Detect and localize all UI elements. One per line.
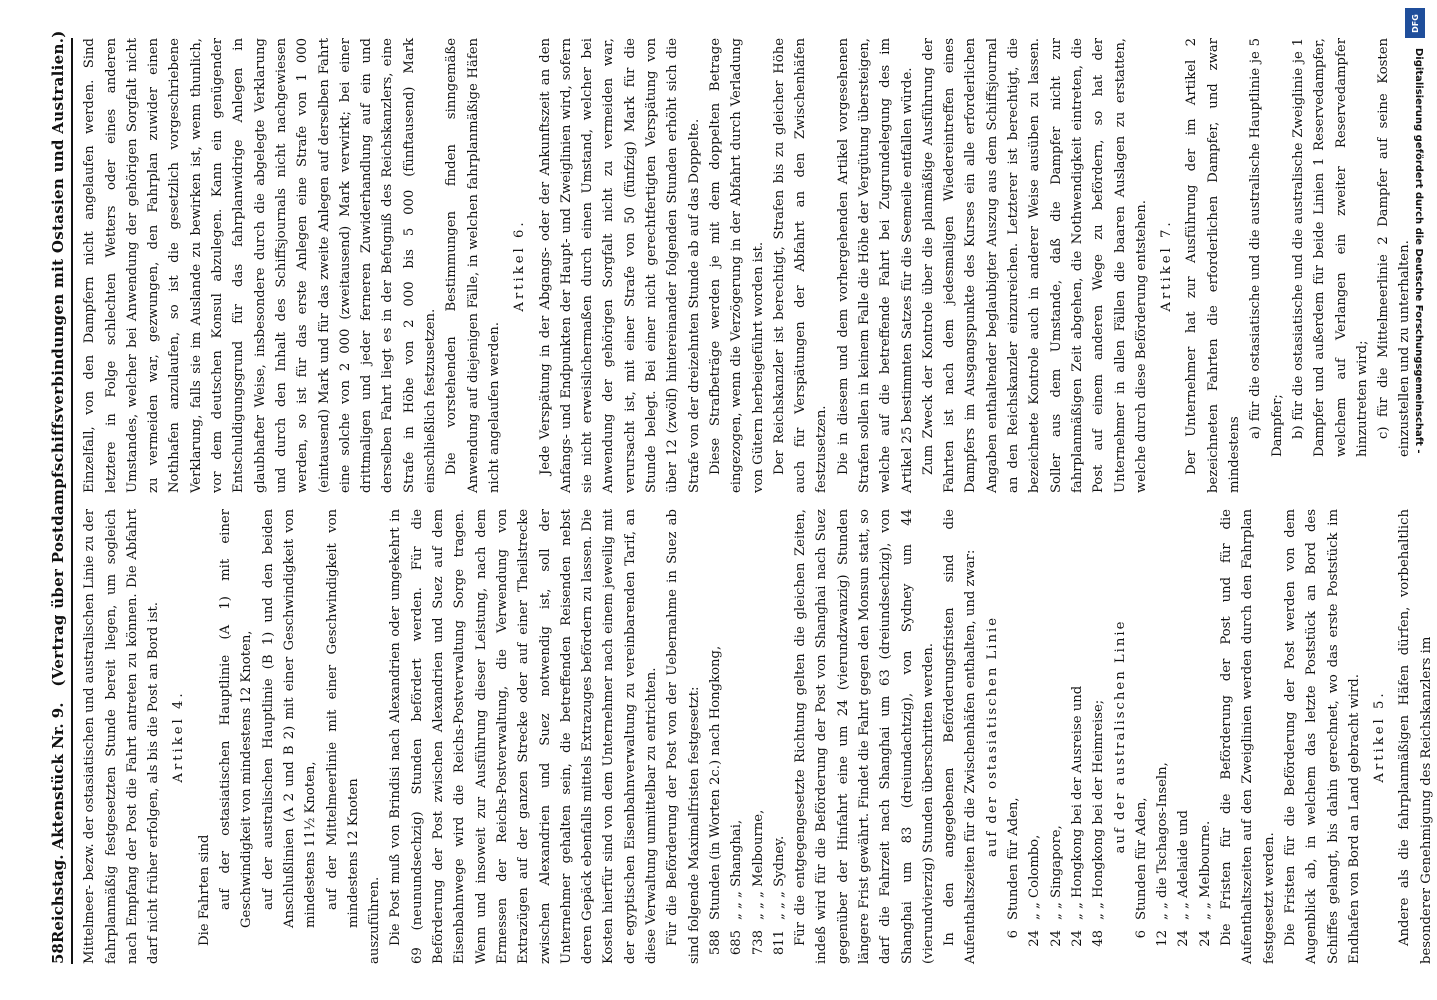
- list-item: 6 Stunden für Aden,: [1006, 797, 1022, 939]
- time-limits-list: [705, 509, 790, 964]
- paragraph: Mittelmeer- bezw. der ostasiatischen und australischen Linie zu der fahrplanmäßig festgesetzten Stunde bereit liegen, um sogleich nach Empfang der Post die Fahrt antreten zu können. Die Abfahrt darf nicht früher erfolgen, als bis die Post an Bord ist.: [82, 509, 162, 964]
- page-number: 58: [49, 943, 67, 964]
- article-heading-7: Artikel 7.: [1159, 219, 1175, 312]
- list-item: 588 Stunden (in Worten 2c.) nach Hongkong,: [707, 645, 723, 956]
- paragraph: Die Fahrten sind: [196, 834, 212, 946]
- paragraph: Die in diesem und dem vorhergehenden Artikel vorgesehenen Strafen sollen in keinem Falle die Höhe der Vergütung übersteigen, welche auf die betreffende Fahrt bei Zugrundelegung des im Artikel 25 bestimmten Satzes für die Seemeile entfallen würde.: [835, 38, 915, 493]
- sub-heading: auf der australischen Linie: [1112, 619, 1128, 854]
- paragraph: Andere als die fahrplanmäßigen Häfen dürfen, vorbehaltlich besonderer Genehmigung des Reichskanzlers im: [1397, 509, 1434, 964]
- paragraph: Die vorstehenden Bestimmungen finden sinngemäße Anwendung auf diejenigen Fälle, in welchen fahrplanmäßige Häfen nicht angelaufen werden.: [444, 38, 502, 493]
- paragraph: Für die Beförderung der Post von der Uebernahme in Suez ab sind folgende Maximalfristen festgesetzt:: [665, 509, 702, 964]
- paragraph: Die Fristen für die Beförderung der Post und für die Aufenthaltszeiten auf den Zweiglinien werden durch den Fahrplan festgesetzt werden.: [1219, 509, 1277, 964]
- list-item: auf der australischen Hauptlinie (B 1) und den beiden Anschlußlinien (A 2 und B 2) mit einer Geschwindigkeit von mindestens 11½ Knoten,: [260, 509, 319, 928]
- paragraph: Der Reichskanzler ist berechtigt, Strafen bis zu gleicher Höhe auch für Verspätungen der Abfahrt an den Zwischenhäfen festzusetzen.: [771, 38, 830, 493]
- sub-heading: auf der ostasiatischen Linie: [984, 615, 1000, 858]
- paragraph: Der Unternehmer hat zur Ausführung der im Artikel 2 bezeichneten Fahrten die erforderlichen Dampfer, und zwar mindestens: [1184, 38, 1243, 493]
- column-left: [79, 509, 1434, 964]
- list-item: auf der ostasiatischen Hauptlinie (A 1) mit einer Geschwindigkeit von mindestens 12 Knoten,: [218, 509, 255, 928]
- list-item: 24 „ „ Hongkong bei der Ausreise und: [1069, 685, 1085, 947]
- article-heading-5: Artikel 5.: [1372, 690, 1388, 783]
- list-item: 24 „ „ Colombo,: [1027, 834, 1043, 947]
- list-item: c) für die Mittelmeerlinie 2 Dampfer auf seine Kosten einzustellen und zu unterhalten.: [1376, 38, 1413, 457]
- list-item: a) für die ostasiatische und die australische Hauptlinie je 5 Dampfer;: [1248, 38, 1285, 457]
- stops-list-australia: [1131, 509, 1216, 964]
- list-item: 12 „ „ die Tschagos-Inseln,: [1155, 762, 1171, 947]
- list-item: 24 „ „ Singapore,: [1048, 825, 1064, 947]
- digitization-credit: Digitalisierung gefördert durch die Deutsche Forschungsgemeinschaft -: [1413, 48, 1424, 454]
- dfg-logo: DFG: [1405, 8, 1425, 38]
- column-right: [79, 38, 1413, 493]
- paragraph: Die Fristen für die Beförderung der Post werden von dem Augenblick ab, in welchem das letzte Poststück an Bord des Schiffes gelangt, bis dahin gerechnet, wo das erste Poststück im Endhafen von Bord an Land gebracht wird.: [1282, 509, 1362, 964]
- paragraph: Jede Verspätung in der Abgangs- oder der Ankunftszeit an den Anfangs- und Endpunkten der Haupt- und Zweiglinien wird, sofern sie nicht erweislichermaßen durch einen Umstand, welcher bei Anwendung der gehörigen Sorgfalt nicht zu vermeiden war, verursacht ist, mit einer Strafe von 50 (fünfzig) Mark für die Stunde belegt. Bei einer nicht gerechtfertigten Verspätung von über 12 (zwölf) hintereinander folgenden Stunden erhöht sich die Strafe von der dreizehnten Stunde ab auf das Doppelte.: [537, 38, 702, 493]
- list-item: 24 „ „ Melbourne.: [1197, 820, 1213, 947]
- article-heading-6: Artikel 6.: [512, 219, 528, 312]
- paragraph: Für die entgegengesetzte Richtung gelten die gleichen Zeiten, indeß wird für die Beförderung der Post von Shanghai nach Suez gegenüber der Hinfahrt eine um 24 (vierundzwanzig) Stunden längere Frist gewährt. Findet die Fahrt gegen den Monsun statt, so darf die Fahrzeit nach Shanghai um 63 (dreiundsechzig), von Shanghai um 83 (dreiundachtzig), von Sydney um 44 (vierundvierzig) Stunden überschritten werden.: [793, 509, 936, 964]
- document-title: (Vertrag über Postdampfschiffsverbindungen mit Ostasien und Australien.): [49, 30, 67, 687]
- stops-list-east-asia: [1003, 509, 1109, 964]
- list-item: 24 „ „ Adelaide und: [1176, 810, 1192, 947]
- list-item: 48 „ „ Hongkong bei der Heimreise;: [1091, 699, 1107, 947]
- list-item: auf der Mittelmeerlinie mit einer Geschwindigkeit von mindestens 12 Knoten: [324, 509, 361, 928]
- page-header: [48, 30, 73, 964]
- paragraph: Die Post muß von Brindisi nach Alexandrien oder umgekehrt in 69 (neunundsechzig) Stunden befördert werden. Für die Beförderung der Post zwischen Alexandrien und Suez auf dem Eisenbahnwege wird die Reichs-Postverwaltung Sorge tragen. Wenn und insoweit zur Ausführung dieser Leistung, nach dem Ermessen der Reichs-Postverwaltung, die Verwendung von Extrazügen auf der ganzen Strecke oder auf einer Theilstrecke zwischen Alexandrien und Suez notwendig ist, soll der Unternehmer gehalten sein, die betreffenden Reisenden nebst deren Gepäck ebenfalls mittels Extrazuges befördern zu lassen. Die Kosten hierfür sind von dem Unternehmer nach einem jeweilig mit der egyptischen Eisenbahnverwaltung zu vereinbarenden Tarif, an diese Verwaltung unmittelbar zu entrichten.: [388, 509, 660, 964]
- list-item: 685 „ „ „ Shanghai,: [729, 819, 745, 956]
- digitization-stamp: [1402, 0, 1428, 1000]
- paragraph: Diese Strafbeträge werden je mit dem doppelten Betrage eingezogen, wenn die Verzögerung in der Abfahrt durch Verladung von Gütern herbeigeführt worden ist.: [707, 38, 766, 493]
- document-source: Reichstag. Aktenstück Nr. 9.: [49, 702, 67, 944]
- paragraph: In den angegebenen Beförderungsfristen sind die Aufenthaltszeiten für die Zwischenhäfen enthalten, und zwar:: [942, 509, 979, 964]
- list-item: 811 „ „ „ Sydney.: [771, 835, 787, 956]
- article-heading-4: Artikel 4.: [171, 690, 187, 783]
- list-item: b) für die ostasiatische und die australische Zweiglinie je 1 Dampfer und außerdem für beide Linien 1 Reservedampfer, welchem auf Verlangen ein zweiter Reservedampfer hinzutreten wird;: [1290, 38, 1370, 457]
- paragraph: Zum Zweck der Kontrole über die planmäßige Ausführung der Fahrten ist nach dem jedesmaligen Wiedereintreffen eines Dampfers im Ausgangspunkte des Kurses ein alle erforderlichen Angaben enthaltender beglaubigter Auszug aus dem Schiffsjournal an den Reichskanzler einzureichen. Letzterer ist berechtigt, die bezeichnete Kontrole auch in anderer Weise ausüben zu lassen. Soller aus dem Umstande, daß die Dampfer nicht zur fahrplanmäßigen Zeit abgehen, die Nothwendigkeit eintreten, die Post auf einem anderen Wege zu befördern, so hat der Unternehmer in allen Fällen die baaren Auslagen zu erstatten, welche durch diese Beförderung entstehen.: [920, 38, 1149, 493]
- list-item: 738 „ „ „ Melbourne,: [750, 809, 766, 956]
- paragraph: Einzelfall, von den Dampfern nicht angelaufen werden. Sind letztere in Folge schlechten Wetters oder eines anderen Umstandes, welcher bei Anwendung der gehörigen Sorgfalt nicht zu vermeiden war, gezwungen, den Fahrplan zuwider einen Nothhafen anzulaufen, so ist die gesetzlich vorgeschriebene Verklarung, falls sie im Auslande zu bewirken ist, wenn thunlich, vor dem deutschen Konsul abzulegen. Kann ein genügender Entschuldigungsgrund für das fahrplanwidrige Anlegen in glaubhafter Weise, insbesondere durch die abgelegte Verklarung und durch den Inhalt des Schiffsjournals nicht nachgewiesen werden, so ist für das erste Anlegen eine Strafe von 1 000 (eintausend) Mark und für das zweite Anlegen auf derselben Fahrt eine solche von 2 000 (zweitausend) Mark verwirkt; bei einer drittmaligen und jeder ferneren Zuwiderhandlung auf ein und derselben Fahrt liegt es in der Befugniß des Reichskanzlers, eine Strafe in Höhe von 2 000 bis 5 000 (fünftausend) Mark einschließlich festzusetzen.: [82, 38, 439, 493]
- list-item: 6 Stunden für Aden,: [1133, 797, 1149, 939]
- paragraph: auszuführen.: [367, 876, 383, 964]
